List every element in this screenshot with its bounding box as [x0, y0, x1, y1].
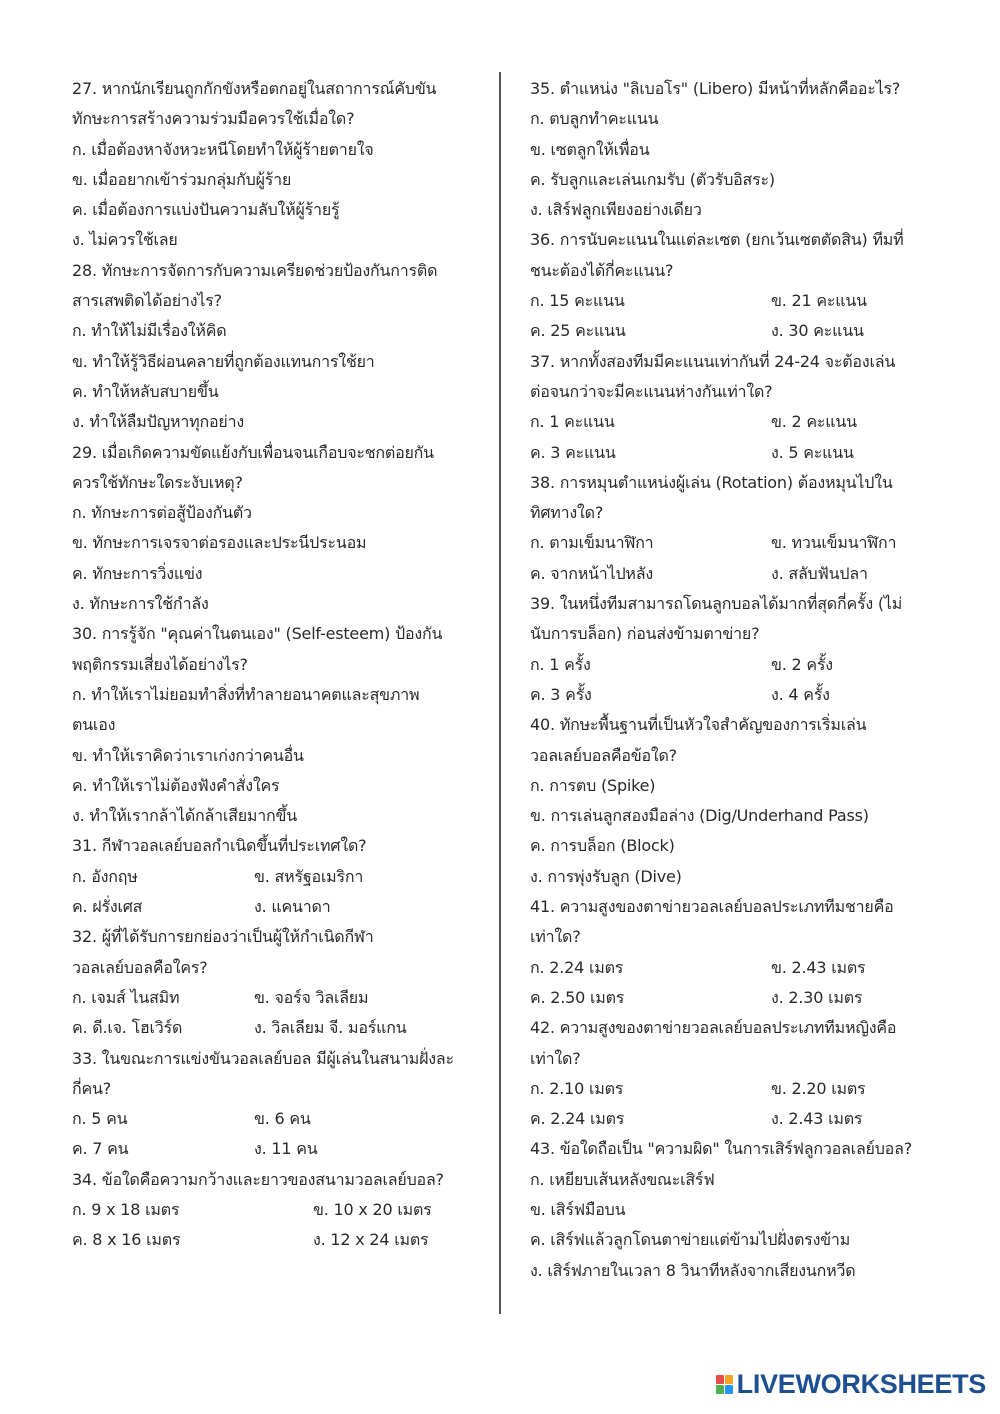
answer-option: ง. ทำให้ลืมปัญหาทุกอย่าง: [72, 412, 244, 432]
logo-square: [725, 1375, 733, 1384]
answer-option: ค. 2.50 เมตร: [530, 987, 625, 1007]
answer-option: ง. ไม่ควรใช้เลย: [72, 230, 178, 250]
question-text: พฤติกรรมเสี่ยงได้อย่างไร?: [72, 654, 248, 674]
question-item: [530, 892, 930, 1013]
answer-option-row: [72, 1134, 482, 1164]
question-item: [530, 347, 930, 468]
answer-option: ค. 2.24 เมตร: [530, 1109, 625, 1129]
question-item: [72, 922, 482, 1043]
question-item: [72, 619, 482, 831]
answer-option: ก. 1 ครั้ง: [530, 654, 591, 674]
answer-option: ก. ตบลูกทำคะแนน: [530, 109, 659, 129]
question-text: 31. กีฬาวอลเลย์บอลกำเนิดขึ้นที่ประเทศใด?: [72, 836, 367, 856]
question-text: 41. ความสูงของตาข่ายวอลเลย์บอลประเภททีมชายคือ: [530, 897, 894, 917]
answer-option-row: [530, 680, 930, 710]
answer-option: ง. ทำให้เรากล้าได้กล้าเสียมากขึ้น: [72, 806, 298, 826]
answer-option-row: [72, 983, 482, 1013]
answer-option: ก. ทำให้เราไม่ยอมทำสิ่งที่ทำลายอนาคตและสุขภาพ: [72, 684, 420, 704]
question-item: [530, 589, 930, 710]
answer-option-row: [530, 438, 930, 468]
answer-option: ง. เสิร์ฟภายในเวลา 8 วินาทีหลังจากเสียงนกหวีด: [530, 1260, 856, 1280]
question-text: 27. หากนักเรียนถูกกักขังหรือตกอยู่ในสถาการณ์คับขัน: [72, 79, 437, 98]
answer-option-row: [72, 862, 482, 892]
question-item: [72, 1044, 482, 1165]
question-text: 40. ทักษะพื้นฐานที่เป็นหัวใจสำคัญของการเริ่มเล่น: [530, 715, 867, 735]
answer-option: ข. ทำให้เราคิดว่าเราเก่งกว่าคนอื่น: [72, 745, 304, 765]
answer-option: ค. 7 คน: [72, 1139, 129, 1159]
question-text: ชนะต้องได้กี่คะแนน?: [530, 260, 674, 280]
answer-option: ค. ดี.เจ. โฮเวิร์ด: [72, 1018, 183, 1038]
answer-option: ก. การตบ (Spike): [530, 775, 656, 795]
answer-option: ข. เซตลูกให้เพื่อน: [530, 139, 650, 159]
answer-option-row: [72, 1013, 482, 1043]
answer-option: ข. ทักษะการเจรจาต่อรองและประนีประนอม: [72, 533, 367, 553]
answer-option-row: [72, 1104, 482, 1134]
answer-option-row: [530, 528, 930, 558]
question-text: 42. ความสูงของตาข่ายวอลเลย์บอลประเภททีมหญิงคือ: [530, 1018, 897, 1038]
answer-option: ค. เสิร์ฟแล้วลูกโดนตาข่ายแต่ข้ามไปฝั่งตรงข้าม: [530, 1230, 851, 1250]
answer-option: ข. 21 คะแนน: [771, 291, 867, 311]
question-text: ควรใช้ทักษะใดระงับเหตุ?: [72, 472, 243, 492]
question-text: วอลเลย์บอลคือใคร?: [72, 957, 208, 977]
question-item: [72, 831, 482, 922]
answer-option: ก. 15 คะแนน: [530, 291, 625, 311]
question-text: 38. การหมุนตำแหน่งผู้เล่น (Rotation) ต้องหมุนไปใน: [530, 472, 893, 492]
answer-option-row: [72, 892, 482, 922]
question-text: เท่าใด?: [530, 1048, 581, 1068]
right-question-column: [530, 74, 930, 1286]
answer-option: ง. เสิร์ฟลูกเพียงอย่างเดียว: [530, 200, 702, 220]
question-text: 32. ผู้ที่ได้รับการยกย่องว่าเป็นผู้ให้กำเนิดกีฬา: [72, 927, 374, 947]
answer-option: ก. เมื่อต้องหาจังหวะหนีโดยทำให้ผู้ร้ายตายใจ: [72, 139, 374, 159]
question-text: 29. เมื่อเกิดความขัดแย้งกับเพื่อนจนเกือบจะชกต่อยกัน: [72, 442, 434, 462]
answer-option: ค. ทำให้เราไม่ต้องฟังคำสั่งใคร: [72, 775, 280, 795]
answer-option: ง. 5 คะแนน: [771, 442, 854, 462]
question-item: [72, 74, 482, 256]
answer-option: ง. การพุ่งรับลูก (Dive): [530, 866, 682, 886]
question-text: 33. ในขณะการแข่งขันวอลเลย์บอล มีผู้เล่นในสนามฝั่งละ: [72, 1048, 454, 1068]
question-item: [72, 438, 482, 620]
answer-option: ตนเอง: [72, 715, 116, 735]
answer-option: ก. 2.24 เมตร: [530, 957, 624, 977]
answer-option: ง. สลับฟันปลา: [771, 563, 868, 583]
answer-option: ง. 2.30 เมตร: [771, 987, 863, 1007]
logo-mark-icon: [716, 1375, 733, 1394]
question-text: 37. หากทั้งสองทีมมีคะแนนเท่ากันที่ 24-24 จะต้องเล่น: [530, 351, 896, 371]
answer-option-row: [530, 983, 930, 1013]
answer-option-row: [530, 316, 930, 346]
question-item: [530, 225, 930, 346]
question-text: สารเสพติดได้อย่างไร?: [72, 291, 222, 311]
answer-option: ก. ตามเข็มนาฬิกา: [530, 533, 654, 553]
answer-option: ง. 11 คน: [254, 1139, 318, 1159]
question-text: 30. การรู้จัก "คุณค่าในตนเอง" (Self-esteem) ป้องกัน: [72, 624, 443, 644]
answer-option: ง. 12 x 24 เมตร: [313, 1230, 429, 1250]
answer-option: ก. ทักษะการต่อสู้ป้องกันตัว: [72, 503, 252, 523]
question-text: 28. ทักษะการจัดการกับความเครียดช่วยป้องกันการติด: [72, 260, 438, 280]
answer-option: ค. รับลูกและเล่นเกมรับ (ตัวรับอิสระ): [530, 169, 775, 189]
answer-option: ก. ทำให้ไม่มีเรื่องให้คิด: [72, 321, 227, 341]
answer-option: ข. 10 x 20 เมตร: [313, 1199, 432, 1219]
answer-option: ง. แคนาดา: [254, 897, 331, 917]
answer-option: ข. ทวนเข็มนาฬิกา: [771, 533, 897, 553]
answer-option: ก. 2.10 เมตร: [530, 1078, 624, 1098]
left-question-column: [72, 74, 482, 1256]
answer-option: ง. 4 ครั้ง: [771, 684, 830, 704]
logo-square: [716, 1385, 724, 1394]
answer-option: ค. 8 x 16 เมตร: [72, 1230, 181, 1250]
answer-option: ค. ทำให้หลับสบายขึ้น: [72, 381, 219, 401]
answer-option: ค. เมื่อต้องการแบ่งปันความลับให้ผู้ร้ายรู้: [72, 200, 340, 220]
question-text: 43. ข้อใดถือเป็น "ความผิด" ในการเสิร์ฟลูกวอลเลย์บอล?: [530, 1139, 912, 1159]
answer-option-row: [530, 559, 930, 589]
answer-option: ข. 2.20 เมตร: [771, 1078, 866, 1098]
answer-option: ก. อังกฤษ: [72, 866, 138, 886]
liveworksheets-logo: [716, 1369, 986, 1400]
answer-option: ข. เสิร์ฟมือบน: [530, 1199, 626, 1219]
logo-square: [725, 1385, 733, 1394]
answer-option: ก. เจมส์ ไนสมิท: [72, 987, 180, 1007]
answer-option-row: [530, 1074, 930, 1104]
question-text: 34. ข้อใดคือความกว้างและยาวของสนามวอลเลย์บอล?: [72, 1169, 444, 1189]
answer-option-row: [530, 650, 930, 680]
answer-option-row: [72, 1225, 482, 1255]
question-item: [72, 256, 482, 438]
answer-option: ค. การบล็อก (Block): [530, 836, 675, 856]
answer-option: ค. 3 คะแนน: [530, 442, 616, 462]
answer-option: ค. จากหน้าไปหลัง: [530, 563, 653, 583]
answer-option: ค. 25 คะแนน: [530, 321, 626, 341]
answer-option-row: [530, 407, 930, 437]
answer-option: ง. ทักษะการใช้กำลัง: [72, 594, 209, 614]
column-divider: [499, 72, 501, 1314]
answer-option: ค. ทักษะการวิ่งแข่ง: [72, 563, 203, 583]
answer-option: ค. ฝรั่งเศส: [72, 897, 143, 917]
answer-option: ข. เมื่ออยากเข้าร่วมกลุ่มกับผู้ร้าย: [72, 169, 292, 189]
question-text: ทิศทางใด?: [530, 503, 604, 523]
answer-option-row: [530, 1104, 930, 1134]
question-text: ต่อจนกว่าจะมีคะแนนห่างกันเท่าใด?: [530, 381, 773, 401]
answer-option: ก. 5 คน: [72, 1109, 128, 1129]
question-text: 39. ในหนึ่งทีมสามารถโดนลูกบอลได้มากที่สุดกี่ครั้ง (ไม่: [530, 594, 903, 614]
question-item: [530, 74, 930, 225]
question-item: [530, 468, 930, 589]
logo-text: LIVEWORKSHEETS: [736, 1369, 986, 1399]
question-item: [530, 710, 930, 892]
question-text: วอลเลย์บอลคือข้อใด?: [530, 745, 677, 765]
question-text: ทักษะการสร้างความร่วมมือควรใช้เมื่อใด?: [72, 109, 355, 129]
answer-option: ก. เหยียบเส้นหลังขณะเสิร์ฟ: [530, 1169, 715, 1189]
answer-option: ง. 30 คะแนน: [771, 321, 864, 341]
logo-square: [716, 1375, 724, 1384]
question-text: กี่คน?: [72, 1078, 112, 1098]
answer-option-row: [530, 286, 930, 316]
answer-option: ข. 2.43 เมตร: [771, 957, 866, 977]
question-item: [72, 1165, 482, 1256]
answer-option: ข. สหรัฐอเมริกา: [254, 866, 364, 886]
question-text: 36. การนับคะแนนในแต่ละเซต (ยกเว้นเซตตัดสิน) ทีมที่: [530, 230, 904, 250]
answer-option: ก. 9 x 18 เมตร: [72, 1199, 180, 1219]
question-text: เท่าใด?: [530, 927, 581, 947]
answer-option: ข. 2 คะแนน: [771, 412, 857, 432]
answer-option-row: [72, 1195, 482, 1225]
answer-option: ข. 6 คน: [254, 1109, 311, 1129]
answer-option: ข. 2 ครั้ง: [771, 654, 833, 674]
answer-option: ง. วิลเลียม จี. มอร์แกน: [254, 1018, 407, 1038]
question-item: [530, 1134, 930, 1285]
question-item: [530, 1013, 930, 1134]
answer-option: ค. 3 ครั้ง: [530, 684, 592, 704]
answer-option: ง. 2.43 เมตร: [771, 1109, 863, 1129]
question-text: นับการบล็อก) ก่อนส่งข้ามตาข่าย?: [530, 624, 760, 644]
question-text: 35. ตำแหน่ง "ลิเบอโร" (Libero) มีหน้าที่หลักคืออะไร?: [530, 79, 901, 98]
answer-option-row: [530, 953, 930, 983]
answer-option: ข. การเล่นลูกสองมือล่าง (Dig/Underhand Pass): [530, 806, 869, 826]
answer-option: ก. 1 คะแนน: [530, 412, 615, 432]
answer-option: ข. ทำให้รู้วิธีผ่อนคลายที่ถูกต้องแทนการใช้ยา: [72, 351, 375, 371]
answer-option: ข. จอร์จ วิลเลียม: [254, 987, 369, 1007]
